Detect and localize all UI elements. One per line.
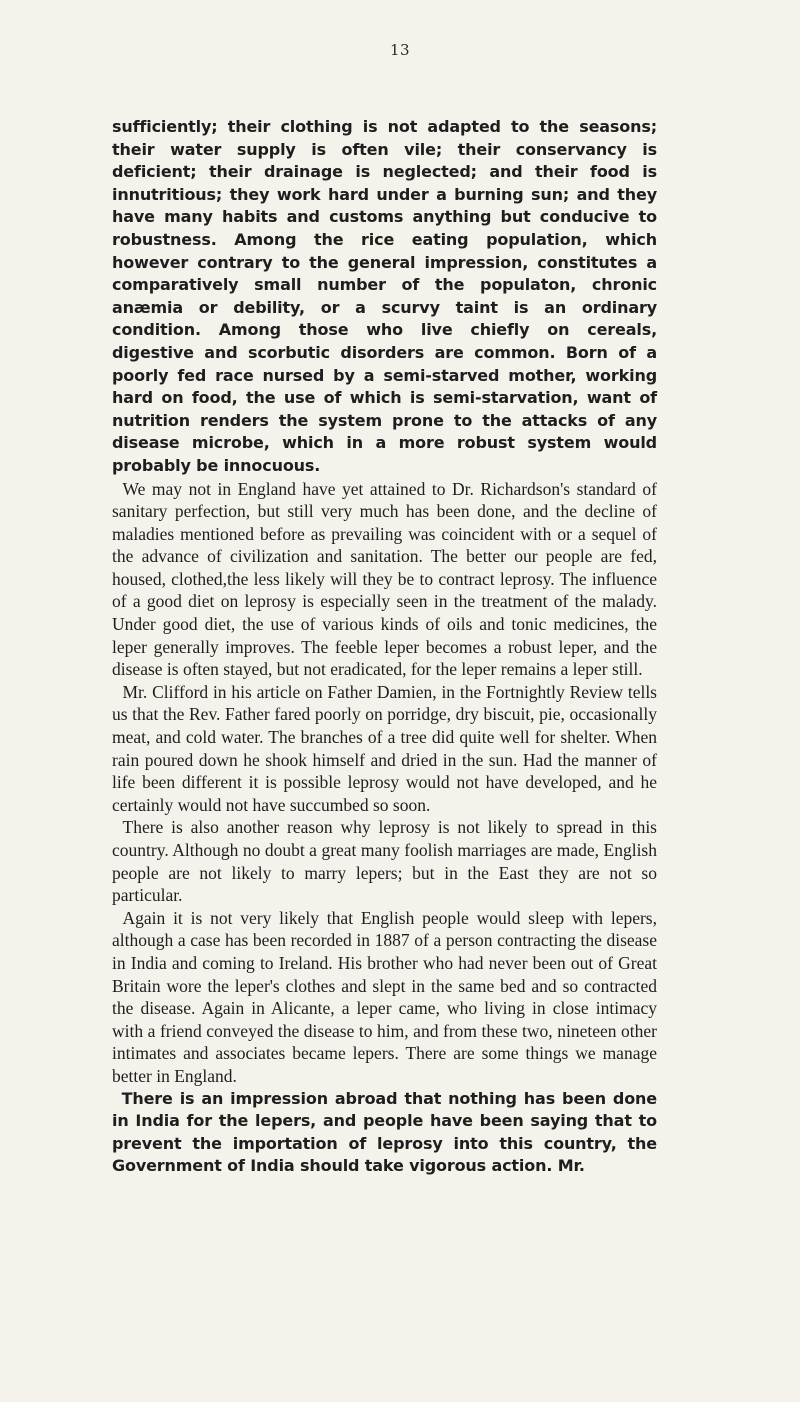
body-text [112,116,657,1178]
paragraph-2: We may not in England have yet attained to Dr. Richardson's standard of sanitary perfection, but still very much has been done, and the decline of maladies mentioned before as prevailing was coincident with or a sequel of the advance of civilization and sanitation. The better our people are fed, housed, clothed,the less likely will they be to contract leprosy. The influence of a good diet on leprosy is especially seen in the treatment of the malady. Under good diet, the use of various kinds of oils and tonic medicines, the leper generally improves. The feeble leper becomes a robust leper, and the disease is often stayed, but not eradicated, for the leper remains a leper still. [112,478,657,680]
paragraph-4: There is also another reason why leprosy is not likely to spread in this country. Although no doubt a great many foolish marriages are made, English people are not likely to marry lepers; but in the East they are not so particular. [112,817,657,906]
paragraph-1: sufficiently; their clothing is not adapted to the seasons; their water supply is often vile; their conservancy is deficient; their drainage is neglected; and their food is innutritious; they work hard under a burning sun; and they have many habits and customs anything but conducive to robustness. Among the rice eating population, which however contrary to the general impression, constitutes a comparatively small number of the populaton, chronic anæmia or debility, or a scurvy taint is an ordinary condition. Among those who live chiefly on cereals, digestive and scorbutic disorders are common. Born of a poorly fed race nursed by a semi-starved mother, working hard on food, the use of which is semi-starvation, want of nutrition renders the system prone to the attacks of any disease microbe, which in a more robust system would probably be innocuous. [112,117,657,475]
paragraph-6: There is an impression abroad that nothing has been done in India for the lepers, and people have been saying that to prevent the importation of leprosy into this country, the Government of India should take vigorous action. Mr. [112,1088,657,1176]
page-number: 13 [389,41,411,59]
paragraph-5: Again it is not very likely that English people would sleep with lepers, although a case has been recorded in 1887 of a person contracting the disease in India and coming to Ireland. His brother who had never been out of Great Britain wore the leper's clothes and slept in the same bed and so contracted the disease. Again in Alicante, a leper came, who living in close intimacy with a friend conveyed the disease to him, and from these two, nineteen other intimates and associates became lepers. There are some things we manage better in England. [112,907,657,1086]
paragraph-3: Mr. Clifford in his article on Father Damien, in the Fortnightly Review tells us that the Rev. Father fared poorly on porridge, dry biscuit, pie, occasionally meat, and cold water. The branches of a tree did quite well for shelter. When rain poured down he shook himself and dried in the sun. Had the manner of life been different it is possible leprosy would not have developed, and he certainly would not have succumbed so soon. [112,681,657,815]
